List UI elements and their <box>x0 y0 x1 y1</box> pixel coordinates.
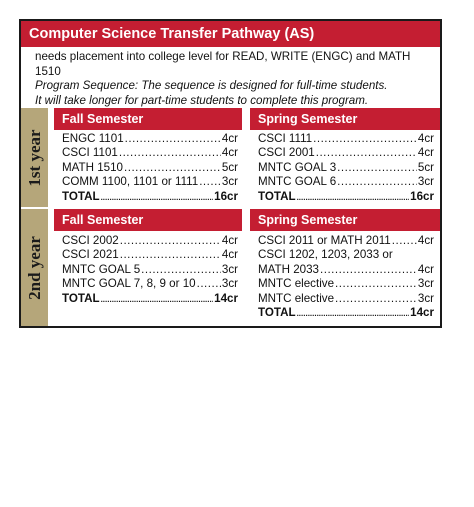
course-name: MATH 1510 <box>62 160 123 174</box>
dot-leader <box>120 248 221 262</box>
total-label: TOTAL <box>258 189 296 203</box>
course-row <box>62 132 238 146</box>
y1-spring-heading: Spring Semester <box>250 108 440 130</box>
dot-leader <box>119 146 221 160</box>
year-label-2: 2nd year <box>24 235 44 300</box>
course-name: CSCI 2002 <box>62 234 119 247</box>
course-credits: 4cr <box>221 132 238 145</box>
course-row <box>62 161 238 175</box>
course-credits: 3cr <box>417 291 434 305</box>
course-name: MATH 2033 <box>258 262 319 276</box>
course-name: CSCI 2011 or MATH 2011 <box>258 234 391 247</box>
course-row <box>258 161 434 175</box>
y2-fall-heading: Fall Semester <box>54 209 242 231</box>
course-row <box>258 146 434 160</box>
dot-leader <box>335 292 417 306</box>
dot-leader <box>392 234 417 248</box>
course-name: COMM 1100, 1101 or 1111 <box>62 175 199 189</box>
course-row <box>258 263 434 277</box>
course-name: CSCI 1202, 1203, 2033 or <box>258 248 393 262</box>
total-credits: 14cr <box>410 306 434 320</box>
course-row <box>258 277 434 291</box>
course-name: MNTC GOAL 6 <box>258 175 337 189</box>
course-credits: 3cr <box>221 277 238 291</box>
total-label: TOTAL <box>258 306 296 320</box>
intro-text <box>35 50 435 108</box>
course-name: CSCI 1111 <box>258 132 313 145</box>
dot-leader <box>141 263 221 277</box>
course-name: CSCI 1101 <box>62 146 118 160</box>
y1-fall-heading: Fall Semester <box>54 108 242 130</box>
course-credits: 4cr <box>417 262 434 276</box>
dot-leader <box>297 306 410 321</box>
dot-leader <box>320 263 417 277</box>
dot-leader <box>313 132 417 146</box>
total-row <box>62 292 238 307</box>
total-label: TOTAL <box>62 189 100 203</box>
y1-fall-course-list <box>62 132 238 205</box>
course-credits: 4cr <box>417 146 434 160</box>
course-name: MNTC GOAL 7, 8, 9 or 10 <box>62 277 196 291</box>
course-credits: 4cr <box>417 132 434 145</box>
y2-spring-course-list <box>258 234 434 321</box>
dot-leader <box>337 161 417 175</box>
dot-leader <box>101 292 214 307</box>
course-row <box>258 248 434 262</box>
pathway-title: Computer Science Transfer Pathway (AS) <box>21 21 440 47</box>
dot-leader <box>199 175 221 189</box>
dot-leader <box>125 132 221 146</box>
y2-spring-heading: Spring Semester <box>250 209 440 231</box>
course-credits: 4cr <box>221 248 238 262</box>
y2-fall-course-list <box>62 234 238 307</box>
course-credits: 4cr <box>221 234 238 247</box>
total-row <box>258 306 434 321</box>
year-tab-1 <box>21 108 48 207</box>
total-credits: 14cr <box>214 291 238 305</box>
year-tab-2 <box>21 209 48 326</box>
dot-leader <box>337 175 417 189</box>
total-credits: 16cr <box>214 189 238 203</box>
dot-leader <box>101 190 214 205</box>
dot-leader <box>120 234 221 248</box>
course-row <box>258 132 434 146</box>
course-name: MNTC GOAL 3 <box>258 160 337 174</box>
dot-leader <box>316 146 417 160</box>
course-credits: 5cr <box>221 160 238 174</box>
course-credits: 3cr <box>221 262 238 276</box>
total-row <box>258 190 434 205</box>
course-row <box>258 234 434 248</box>
course-credits: 4cr <box>417 234 434 247</box>
course-name: MNTC GOAL 5 <box>62 262 141 276</box>
course-row <box>62 263 238 277</box>
dot-leader <box>124 161 221 175</box>
course-row <box>258 292 434 306</box>
year-label-1: 1st year <box>24 128 44 187</box>
course-name: MNTC elective <box>258 277 335 291</box>
sequence-note-line1: Program Sequence: The sequence is designed for full-time students. <box>35 79 388 92</box>
sequence-note-line2: It will take longer for part-time students to complete this program. <box>35 93 369 107</box>
course-name: MNTC elective <box>258 291 335 305</box>
y1-spring-course-list <box>258 132 434 205</box>
course-name: CSCI 2001 <box>258 146 315 160</box>
placement-note: needs placement into college level for READ, WRITE (ENGC) and MATH 1510 <box>35 50 411 78</box>
course-credits: 3cr <box>221 175 238 189</box>
course-credits: 3cr <box>417 175 434 189</box>
course-name: ENGC 1101 <box>62 132 124 145</box>
course-credits: 4cr <box>221 146 238 160</box>
course-credits: 5cr <box>417 160 434 174</box>
course-row <box>62 146 238 160</box>
course-name: CSCI 2021 <box>62 248 119 262</box>
total-credits: 16cr <box>410 189 434 203</box>
course-row <box>258 175 434 189</box>
course-row <box>62 248 238 262</box>
total-row <box>62 190 238 205</box>
course-row <box>62 234 238 248</box>
dot-leader <box>197 277 221 291</box>
total-label: TOTAL <box>62 291 100 305</box>
course-row <box>62 175 238 189</box>
transfer-pathway-card <box>19 19 442 328</box>
course-credits: 3cr <box>417 277 434 291</box>
dot-leader <box>297 190 410 205</box>
dot-leader <box>335 277 417 291</box>
course-row <box>62 277 238 291</box>
